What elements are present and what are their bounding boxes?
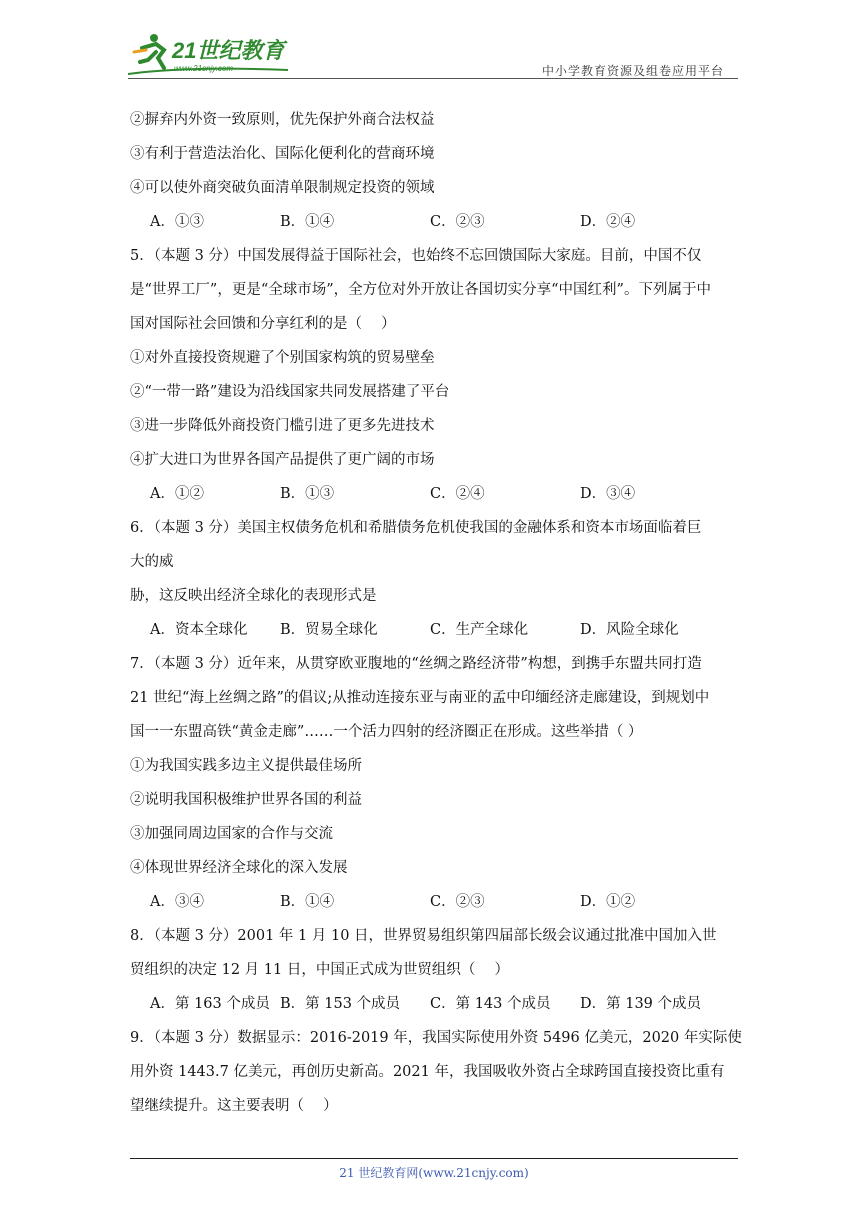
answer-option: B．贸易全球化	[280, 622, 378, 638]
answer-options	[130, 892, 740, 912]
answer-option: C．②③	[430, 894, 485, 910]
svg-text:21世纪教育: 21世纪教育	[172, 38, 285, 63]
text-line: ②“一带一路”建设为沿线国家共同发展搭建了平台	[130, 384, 450, 400]
text-line: 6．（本题 3 分）美国主权债务危机和希腊债务危机使我国的金融体系和资本市场面临着巨	[130, 520, 702, 536]
answer-option: B．①④	[280, 214, 335, 230]
text-line: 望继续提升。这主要表明（ ）	[130, 1098, 338, 1114]
text-line: ④可以使外商突破负面清单限制规定投资的领域	[130, 180, 435, 196]
svg-text:www.21cnjy.com: www.21cnjy.com	[174, 64, 233, 73]
page-header	[128, 30, 738, 80]
page-footer: 21 世纪教育网(www.21cnjy.com)	[339, 1166, 529, 1180]
text-line: ①为我国实践多边主义提供最佳场所	[130, 758, 362, 774]
text-line: ④体现世界经济全球化的深入发展	[130, 860, 348, 876]
answer-option: D．第 139 个成员	[580, 996, 702, 1012]
header-divider	[128, 78, 738, 79]
text-line: ②说明我国积极维护世界各国的利益	[130, 792, 362, 808]
text-line: 7．（本题 3 分）近年来，从贯穿欧亚腹地的“丝绸之路经济带”构想，到携手东盟共同打造	[130, 656, 702, 672]
answer-option: D．①②	[580, 894, 636, 910]
answer-options	[130, 994, 740, 1014]
text-line: 国对国际社会回馈和分享红利的是（ ）	[130, 316, 396, 332]
text-line: 国一一东盟高铁“黄金走廊”……一个活力四射的经济圈正在形成。这些举措（ ）	[130, 724, 643, 740]
answer-option: C．②④	[430, 486, 485, 502]
answer-option: A．①③	[150, 214, 204, 230]
answer-option: B．①④	[280, 894, 335, 910]
text-line: ③进一步降低外商投资门槛引进了更多先进技术	[130, 418, 435, 434]
answer-options	[130, 212, 740, 232]
text-line: 胁，这反映出经济全球化的表现形式是	[130, 588, 377, 604]
answer-option: B．①③	[280, 486, 335, 502]
answer-option: D．风险全球化	[580, 622, 679, 638]
text-line: ④扩大进口为世界各国产品提供了更广阔的市场	[130, 452, 435, 468]
answer-option: A．③④	[150, 894, 204, 910]
text-line: 8．（本题 3 分）2001 年 1 月 10 日，世界贸易组织第四届部长级会议通过批准中国加入世	[130, 928, 717, 944]
answer-option: C．②③	[430, 214, 485, 230]
text-line: 21 世纪“海上丝绸之路”的倡议;从推动连接东亚与南亚的孟中印缅经济走廊建设，到规划中	[130, 690, 710, 706]
header-platform-name: 中小学教育资源及组卷应用平台	[541, 64, 724, 78]
text-line: 用外资 1443.7 亿美元，再创历史新高。2021 年，我国吸收外资占全球跨国直接投资比重有	[130, 1064, 725, 1080]
text-line: 9．（本题 3 分）数据显示：2016-2019 年，我国实际使用外资 5496 亿美元，2020 年实际使	[130, 1030, 742, 1046]
text-line: ②摒弃内外资一致原则，优先保护外商合法权益	[130, 112, 435, 128]
answer-option: D．③④	[580, 486, 636, 502]
footer-divider	[130, 1158, 738, 1159]
answer-option: B．第 153 个成员	[280, 996, 401, 1012]
text-line: 是“世界工厂”，更是“全球市场”，全方位对外开放让各国切实分享“中国红利”。下列属于中	[130, 282, 711, 298]
text-line: 贸组织的决定 12 月 11 日，中国正式成为世贸组织（ ）	[130, 962, 509, 978]
text-line: 大的威	[130, 554, 174, 570]
answer-option: C．生产全球化	[430, 622, 529, 638]
answer-options	[130, 484, 740, 504]
text-line: 5．（本题 3 分）中国发展得益于国际社会，也始终不忘回馈国际大家庭。目前，中国不仅	[130, 248, 702, 264]
answer-option: A．资本全球化	[150, 622, 248, 638]
text-line: ③有利于营造法治化、国际化便利化的营商环境	[130, 146, 435, 162]
answer-option: A．①②	[150, 486, 204, 502]
site-logo	[128, 30, 298, 80]
answer-option: C．第 143 个成员	[430, 996, 551, 1012]
answer-option: D．②④	[580, 214, 636, 230]
text-line: ③加强同周边国家的合作与交流	[130, 826, 333, 842]
text-line: ①对外直接投资规避了个别国家构筑的贸易壁垒	[130, 350, 435, 366]
answer-option: A．第 163 个成员	[150, 996, 270, 1012]
answer-options	[130, 620, 740, 640]
